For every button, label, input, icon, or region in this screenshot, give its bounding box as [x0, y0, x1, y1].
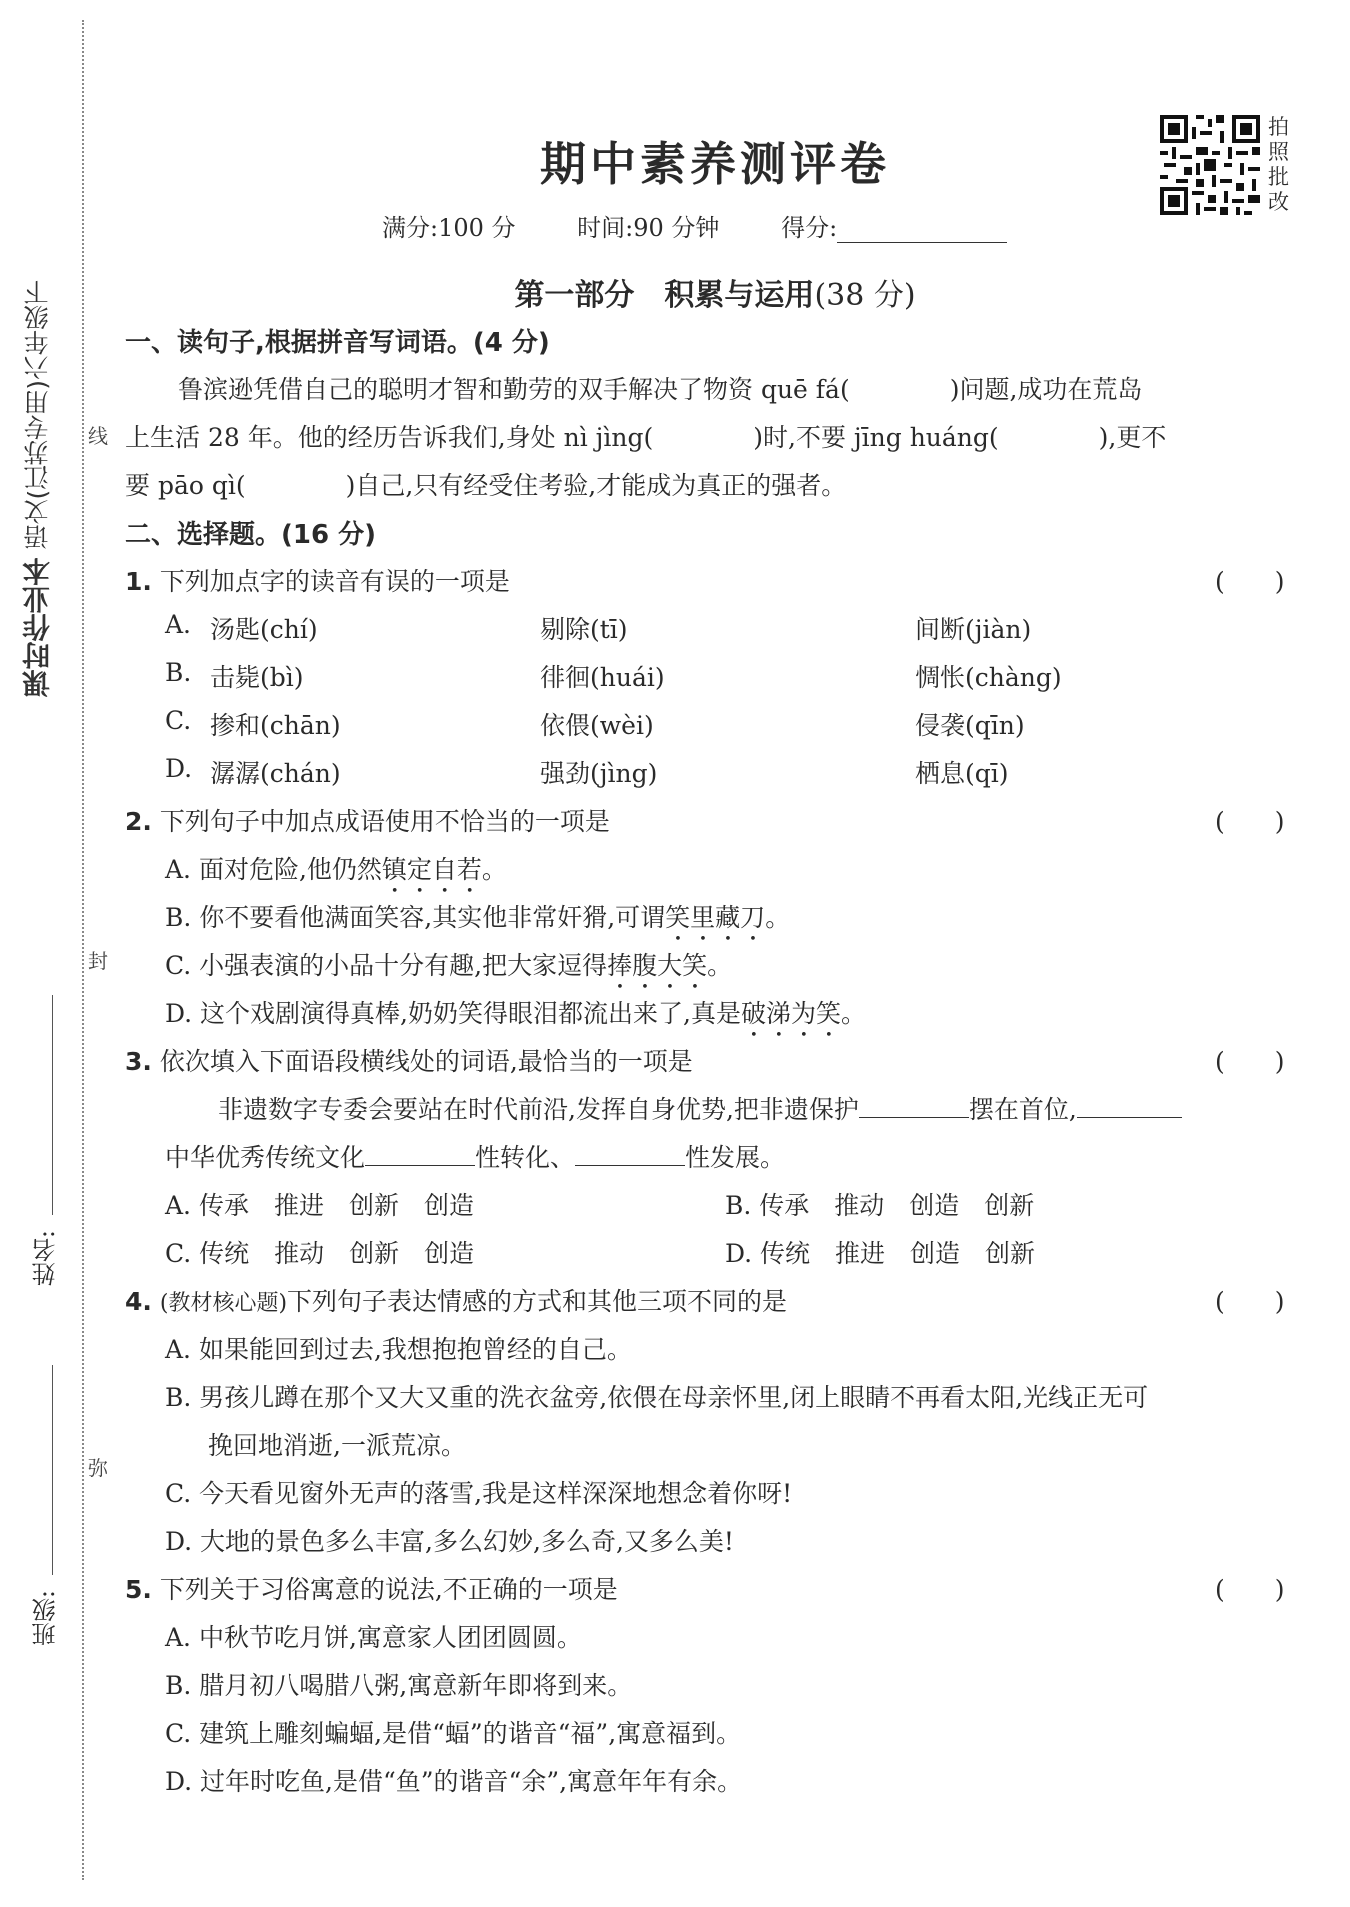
question-number: 5.	[125, 1575, 152, 1604]
option-text: C. 小强表演的小品十分有趣,把大家逗得	[165, 951, 608, 980]
q1-word: 汤匙(chí)	[210, 615, 318, 644]
q2-option-a[interactable]	[165, 850, 507, 899]
passage-text: 非遗数字专委会要站在时代前沿,发挥自身优势,把非遗保护	[218, 1095, 859, 1124]
passage-text: 中华优秀传统文化	[165, 1143, 366, 1172]
q3-option-a[interactable]: A. 传承 推进 创新 创造	[165, 1191, 474, 1220]
option-text: A. 面对危险,他仍然	[165, 855, 382, 884]
q4-option-b-continued: 挽回地消逝,一派荒凉。	[208, 1431, 466, 1460]
q5-option-a[interactable]: A. 中秋节吃月饼,寓意家人团团圆圆。	[165, 1623, 582, 1652]
class-field[interactable]	[52, 1365, 53, 1575]
q2-option-c[interactable]	[165, 946, 732, 995]
q4-option-b[interactable]: B. 男孩儿蹲在那个又大又重的洗衣盆旁,依偎在母亲怀里,闭上眼睛不再看太阳,光线正无可	[165, 1383, 1149, 1412]
dotted-idiom: 捧腹大笑	[607, 951, 708, 980]
score-field[interactable]	[837, 220, 1007, 243]
question-tag: (教材核心题)	[159, 1291, 288, 1316]
fill-blank[interactable]	[859, 1097, 969, 1118]
seal-mark-mi: 弥	[88, 1456, 108, 1480]
dotted-idiom: 破涕为笑	[740, 999, 841, 1028]
fill-blank[interactable]	[365, 1145, 475, 1166]
seal-mark-feng: 封	[88, 949, 108, 973]
question-number: 1.	[125, 567, 152, 596]
q1-word: 强劲(jìng)	[540, 759, 658, 788]
q3-option-c[interactable]: C. 传统 推动 创新 创造	[165, 1239, 475, 1268]
q1-word: 间断(jiàn)	[915, 615, 1032, 644]
part-heading	[0, 270, 1350, 314]
passage-text: 摆在首位,	[968, 1095, 1077, 1124]
section-2-heading: 二、选择题。(16 分)	[125, 520, 376, 550]
answer-paren-3[interactable]: ( )	[1215, 1047, 1285, 1076]
q5-option-c[interactable]: C. 建筑上雕刻蝙蝠,是借“蝠”的谐音“福”,寓意福到。	[165, 1719, 742, 1748]
q1-word: 徘徊(huái)	[540, 663, 665, 692]
q4-option-d[interactable]: D. 大地的景色多么丰富,多么幻妙,多么奇,又多么美!	[165, 1527, 734, 1556]
question-4	[125, 1282, 787, 1318]
question-2	[125, 802, 610, 838]
q1-option-label[interactable]: D.	[165, 754, 193, 783]
q1-word: 潺潺(chán)	[210, 759, 341, 788]
question-3	[125, 1042, 693, 1078]
name-field[interactable]	[52, 995, 53, 1215]
question-stem: 下列句子表达情感的方式和其他三项不同的是	[287, 1287, 788, 1316]
passage-text: 性转化、	[475, 1143, 576, 1172]
book-title: 课时作业本	[21, 557, 54, 698]
qr-caption: 拍照批改	[1268, 115, 1289, 214]
section-1-line-1: 鲁滨逊凭借自己的聪明才智和勤劳的双手解决了物资 quē fá( )问题,成功在荒岛	[178, 375, 1143, 404]
option-punct: 。	[765, 903, 791, 932]
q1-word: 掺和(chān)	[210, 711, 341, 740]
answer-paren-1[interactable]: ( )	[1215, 567, 1285, 596]
q4-option-a[interactable]: A. 如果能回到过去,我想抱抱曾经的自己。	[165, 1335, 632, 1364]
option-text: B. 你不要看他满面笑容,其实他非常奸猾,可谓	[165, 903, 666, 932]
name-label: 姓名:	[32, 1230, 60, 1287]
qr-code-icon[interactable]	[1160, 115, 1260, 215]
answer-paren-4[interactable]: ( )	[1215, 1287, 1285, 1316]
q1-word: 侵袭(qīn)	[915, 711, 1025, 740]
publisher-sidebar	[18, 280, 58, 697]
option-punct: 。	[481, 855, 507, 884]
class-label: 班级:	[32, 1590, 60, 1647]
dotted-idiom: 笑里藏刀	[665, 903, 766, 932]
option-text: D. 这个戏剧演得真棒,奶奶笑得眼泪都流出来了,真是	[165, 999, 741, 1028]
q5-option-d[interactable]: D. 过年时吃鱼,是借“鱼”的谐音“余”,寓意年年有余。	[165, 1767, 743, 1796]
q1-word: 剔除(tī)	[540, 615, 628, 644]
question-stem: 下列句子中加点成语使用不恰当的一项是	[159, 807, 610, 836]
q1-word: 依偎(wèi)	[540, 711, 654, 740]
passage-text: 性发展。	[685, 1143, 786, 1172]
q1-word: 击毙(bì)	[210, 663, 304, 692]
seal-mark-xian: 线	[88, 424, 108, 448]
q1-word: 栖息(qī)	[915, 759, 1009, 788]
answer-paren-2[interactable]: ( )	[1215, 807, 1285, 836]
q3-passage-line-1	[218, 1090, 1182, 1126]
q1-option-label[interactable]: C.	[165, 706, 192, 735]
book-subtitle: 语文(江苏专用)六年级下	[23, 280, 52, 550]
section-1-line-3: 要 pāo qì( )自己,只有经受住考验,才能成为真正的强者。	[125, 471, 847, 500]
q1-word: 惆怅(chàng)	[915, 663, 1062, 692]
section-1-line-2: 上生活 28 年。他的经历告诉我们,身处 nì jìng( )时,不要 jīng huáng( ),更不	[125, 423, 1167, 452]
question-number: 4.	[125, 1287, 152, 1316]
exam-meta	[382, 208, 1007, 243]
part-points: (38 分)	[814, 278, 916, 313]
q1-option-label[interactable]: B.	[165, 658, 192, 687]
question-number: 2.	[125, 807, 152, 836]
option-punct: 。	[840, 999, 866, 1028]
full-marks: 满分:100 分	[382, 214, 516, 242]
q2-option-d[interactable]	[165, 994, 866, 1043]
section-1-heading: 一、读句子,根据拼音写词语。(4 分)	[125, 328, 550, 358]
q2-option-b[interactable]	[165, 898, 790, 947]
question-5	[125, 1570, 618, 1606]
score-label: 得分:	[781, 214, 838, 242]
option-punct: 。	[707, 951, 733, 980]
q3-option-d[interactable]: D. 传统 推进 创造 创新	[725, 1239, 1036, 1268]
question-stem: 依次填入下面语段横线处的词语,最恰当的一项是	[159, 1047, 693, 1076]
q4-option-c[interactable]: C. 今天看见窗外无声的落雪,我是这样深深地想念着你呀!	[165, 1479, 793, 1508]
question-stem: 下列加点字的读音有误的一项是	[159, 567, 510, 596]
fill-blank[interactable]	[1077, 1097, 1182, 1118]
q3-option-b[interactable]: B. 传承 推动 创造 创新	[725, 1191, 1035, 1220]
question-1	[125, 562, 510, 598]
dotted-idiom: 镇定自若	[381, 855, 482, 884]
q5-option-b[interactable]: B. 腊月初八喝腊八粥,寓意新年即将到来。	[165, 1671, 633, 1700]
exam-time: 时间:90 分钟	[577, 214, 720, 242]
q1-option-label[interactable]: A.	[165, 610, 192, 639]
q3-passage-line-2	[165, 1138, 785, 1174]
part-title: 第一部分 积累与运用	[514, 278, 815, 313]
answer-paren-5[interactable]: ( )	[1215, 1575, 1285, 1604]
question-stem: 下列关于习俗寓意的说法,不正确的一项是	[159, 1575, 618, 1604]
fill-blank[interactable]	[575, 1145, 685, 1166]
question-number: 3.	[125, 1047, 152, 1076]
page-title: 期中素养测评卷	[540, 137, 890, 191]
